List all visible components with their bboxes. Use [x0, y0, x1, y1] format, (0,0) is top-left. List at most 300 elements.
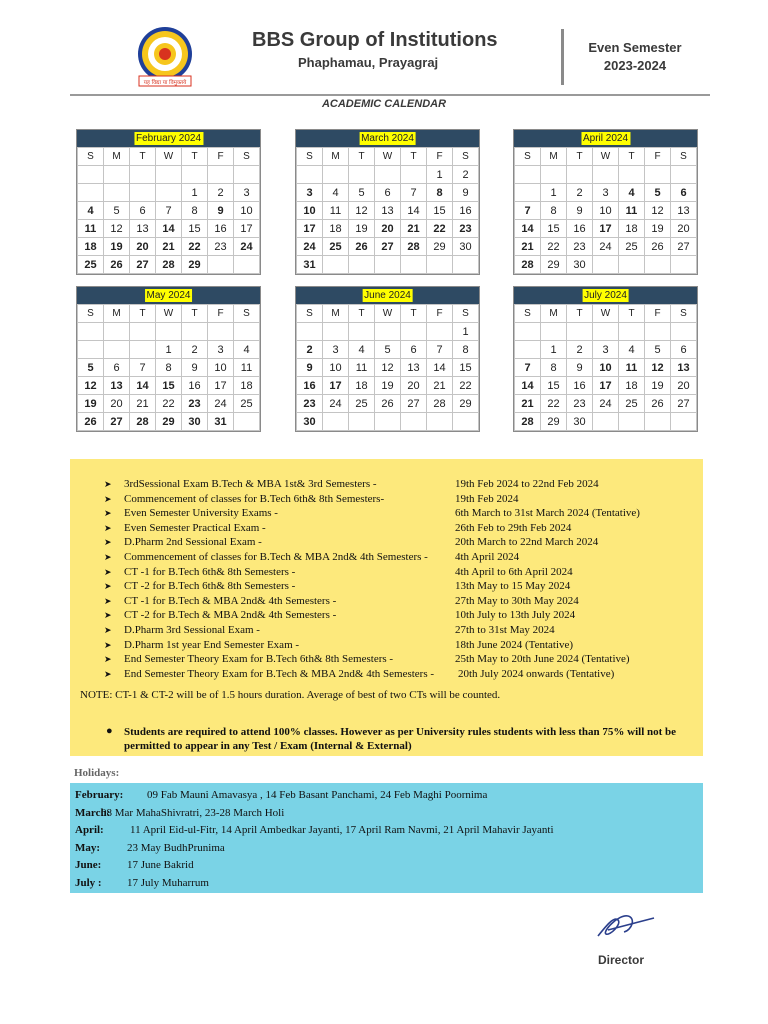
- event-date: 19th Feb 2024: [455, 492, 519, 505]
- day-cell: 8: [541, 202, 567, 220]
- day-cell: 30: [297, 413, 323, 431]
- day-cell: 15: [182, 220, 208, 238]
- month-header: [514, 130, 697, 147]
- day-cell: [541, 323, 567, 341]
- month-calendar: [295, 129, 480, 275]
- day-cell: 9: [297, 359, 323, 377]
- day-cell: [401, 166, 427, 184]
- day-cell: 10: [208, 359, 234, 377]
- header-rule: [70, 94, 710, 96]
- day-cell: [104, 184, 130, 202]
- day-cell: 21: [427, 377, 453, 395]
- weekday-label: S: [671, 148, 697, 166]
- day-cell: 20: [375, 220, 401, 238]
- day-cell: 18: [78, 238, 104, 256]
- day-cell: 9: [182, 359, 208, 377]
- day-cell: 26: [645, 238, 671, 256]
- day-cell: 2: [453, 166, 479, 184]
- arrow-bullet-icon: ➤: [104, 610, 112, 621]
- day-cell: [593, 166, 619, 184]
- event-name: D.Pharm 3rd Sessional Exam -: [124, 624, 260, 636]
- day-cell: 6: [130, 202, 156, 220]
- event-date: 10th July to 13th July 2024: [455, 609, 576, 622]
- institution-name: BBS Group of Institutions: [252, 29, 498, 51]
- day-cell: 23: [182, 395, 208, 413]
- month-calendar: [76, 129, 261, 275]
- weekday-label: S: [671, 305, 697, 323]
- weekday-label: S: [297, 305, 323, 323]
- day-cell: [375, 256, 401, 274]
- holidays-title: Holidays:: [74, 767, 120, 779]
- day-cell: 28: [515, 256, 541, 274]
- day-cell: 7: [401, 184, 427, 202]
- day-cell: [427, 256, 453, 274]
- event-name: D.Pharm 2nd Sessional Exam -: [124, 536, 262, 549]
- day-cell: 27: [671, 395, 697, 413]
- day-cell: 28: [515, 413, 541, 431]
- month-header: [296, 287, 479, 304]
- holiday-text: 17 July Muharrum: [127, 877, 209, 889]
- day-cell: 5: [645, 184, 671, 202]
- day-cell: 7: [156, 202, 182, 220]
- weekday-label: S: [453, 305, 479, 323]
- day-cell: 2: [182, 341, 208, 359]
- day-cell: 1: [453, 323, 479, 341]
- day-cell: [567, 166, 593, 184]
- day-cell: 14: [401, 202, 427, 220]
- weekday-label: W: [156, 148, 182, 166]
- day-cell: 8: [541, 359, 567, 377]
- weekday-label: W: [593, 305, 619, 323]
- holiday-row: [70, 821, 703, 839]
- day-cell: 13: [671, 202, 697, 220]
- day-cell: 4: [349, 341, 375, 359]
- event-date: 27th May to 30th May 2024: [455, 594, 579, 607]
- day-cell: 27: [375, 238, 401, 256]
- arrow-bullet-icon: ➤: [104, 537, 112, 548]
- day-cell: 8: [453, 341, 479, 359]
- day-cell: 18: [323, 220, 349, 238]
- weekday-label: M: [541, 148, 567, 166]
- event-date: 13th May to 15 May 2024: [455, 580, 571, 593]
- day-cell: [182, 323, 208, 341]
- day-cell: 1: [541, 184, 567, 202]
- day-cell: 30: [567, 256, 593, 274]
- day-cell: 19: [104, 238, 130, 256]
- event-name: CT -1 for B.Tech 6th& 8th Semesters -: [124, 565, 296, 578]
- event-name: Even Semester University Exams -: [124, 507, 278, 520]
- day-cell: 23: [567, 395, 593, 413]
- holiday-text: 08 Mar MahaShivratri, 23-28 March Holi: [101, 806, 285, 819]
- day-cell: [593, 256, 619, 274]
- day-cell: 14: [156, 220, 182, 238]
- day-cell: 1: [182, 184, 208, 202]
- day-cell: 14: [427, 359, 453, 377]
- day-cell: 11: [234, 359, 260, 377]
- arrow-bullet-icon: ➤: [104, 508, 112, 519]
- weekday-label: W: [593, 148, 619, 166]
- day-cell: 22: [182, 238, 208, 256]
- day-cell: 3: [593, 184, 619, 202]
- month-header: [296, 130, 479, 147]
- day-cell: [78, 184, 104, 202]
- event-date: 26th Feb to 29th Feb 2024: [455, 521, 572, 534]
- day-cell: 12: [78, 377, 104, 395]
- day-cell: 29: [182, 256, 208, 274]
- day-cell: 10: [593, 202, 619, 220]
- day-cell: 28: [427, 395, 453, 413]
- day-cell: 21: [156, 238, 182, 256]
- day-cell: [156, 184, 182, 202]
- day-cell: 10: [297, 202, 323, 220]
- holiday-row: [70, 804, 703, 822]
- day-cell: [375, 413, 401, 431]
- weekday-label: T: [567, 148, 593, 166]
- day-cell: [453, 256, 479, 274]
- day-cell: 6: [671, 184, 697, 202]
- day-cell: [427, 323, 453, 341]
- holiday-text: 09 Fab Mauni Amavasya , 14 Feb Basant Panchami, 24 Feb Maghi Poornima: [147, 789, 488, 801]
- day-cell: 10: [323, 359, 349, 377]
- holiday-month: February:: [75, 789, 124, 801]
- holiday-month: May:: [75, 841, 101, 854]
- day-cell: 7: [130, 359, 156, 377]
- day-cell: 25: [323, 238, 349, 256]
- event-date: 18th June 2024 (Tentative): [455, 638, 574, 651]
- day-cell: [453, 413, 479, 431]
- weekday-label: M: [104, 148, 130, 166]
- day-cell: [130, 184, 156, 202]
- day-cell: 18: [349, 377, 375, 395]
- day-cell: 16: [567, 377, 593, 395]
- month-name: June 2024: [364, 290, 411, 301]
- weekday-label: F: [427, 148, 453, 166]
- event-name: End Semester Theory Exam for B.Tech 6th& 8th Semesters -: [124, 653, 394, 666]
- day-cell: 24: [297, 238, 323, 256]
- month-header: [514, 287, 697, 304]
- day-cell: [671, 413, 697, 431]
- day-cell: 26: [375, 395, 401, 413]
- day-cell: [130, 341, 156, 359]
- day-cell: [234, 166, 260, 184]
- day-cell: 16: [297, 377, 323, 395]
- weekday-label: T: [567, 305, 593, 323]
- day-cell: 13: [375, 202, 401, 220]
- arrow-bullet-icon: ➤: [104, 668, 112, 679]
- day-cell: 20: [401, 377, 427, 395]
- day-cell: 1: [156, 341, 182, 359]
- event-name: CT -1 for B.Tech & MBA 2nd& 4th Semesters -: [124, 594, 337, 607]
- weekday-label: M: [104, 305, 130, 323]
- day-cell: 24: [208, 395, 234, 413]
- logo-motto: यह विद्या या विमुक्तये: [143, 80, 187, 86]
- weekday-label: F: [645, 148, 671, 166]
- day-cell: 19: [78, 395, 104, 413]
- day-cell: 17: [234, 220, 260, 238]
- institution-seal-icon: [133, 24, 197, 88]
- event-name: Commencement of classes for B.Tech & MBA 2nd& 4th Semesters -: [124, 551, 428, 563]
- day-cell: [130, 323, 156, 341]
- day-cell: 4: [619, 184, 645, 202]
- month-name: March 2024: [361, 133, 414, 144]
- day-cell: [156, 323, 182, 341]
- weekday-label: F: [427, 305, 453, 323]
- day-cell: [401, 256, 427, 274]
- event-name: End Semester Theory Exam for B.Tech & MBA 2nd& 4th Semesters -: [124, 667, 435, 680]
- day-cell: [234, 256, 260, 274]
- day-cell: [297, 166, 323, 184]
- day-cell: [104, 341, 130, 359]
- day-cell: 24: [234, 238, 260, 256]
- day-cell: 4: [323, 184, 349, 202]
- arrow-bullet-icon: ➤: [104, 522, 112, 533]
- day-cell: 12: [104, 220, 130, 238]
- event-name: D.Pharm 1st year End Semester Exam -: [124, 638, 300, 651]
- day-cell: 29: [427, 238, 453, 256]
- event-name: Commencement of classes for B.Tech 6th& 8th Semesters-: [124, 492, 385, 505]
- day-cell: 3: [297, 184, 323, 202]
- day-cell: 3: [323, 341, 349, 359]
- day-cell: [349, 256, 375, 274]
- arrow-bullet-icon: ➤: [104, 552, 112, 562]
- weekday-label: T: [619, 148, 645, 166]
- arrow-bullet-icon: ➤: [104, 654, 112, 665]
- day-cell: [234, 413, 260, 431]
- day-cell: 19: [645, 377, 671, 395]
- day-cell: 30: [182, 413, 208, 431]
- weekday-label: S: [234, 148, 260, 166]
- holiday-month: July :: [75, 877, 102, 889]
- event-date: 20th March to 22nd March 2024: [455, 536, 599, 549]
- month-calendar: [513, 129, 698, 275]
- day-cell: 14: [515, 220, 541, 238]
- day-cell: 21: [401, 220, 427, 238]
- day-cell: 18: [619, 377, 645, 395]
- holiday-row: [70, 839, 703, 857]
- day-cell: 9: [567, 359, 593, 377]
- day-cell: 22: [453, 377, 479, 395]
- bullet-icon: ●: [106, 725, 113, 737]
- day-cell: [297, 323, 323, 341]
- day-cell: 6: [375, 184, 401, 202]
- event-name: 3rdSessional Exam B.Tech & MBA 1st& 3rd Semesters -: [124, 478, 377, 490]
- day-cell: 24: [593, 395, 619, 413]
- day-cell: 5: [78, 359, 104, 377]
- event-date: 20th July 2024 onwards (Tentative): [458, 667, 615, 680]
- day-cell: 28: [130, 413, 156, 431]
- weekday-label: F: [208, 148, 234, 166]
- day-cell: [182, 166, 208, 184]
- day-cell: 10: [234, 202, 260, 220]
- day-cell: 12: [349, 202, 375, 220]
- event-date: 19th Feb 2024 to 22nd Feb 2024: [455, 478, 599, 490]
- month-calendar: [76, 286, 261, 432]
- event-name: CT -2 for B.Tech & MBA 2nd& 4th Semesters -: [124, 609, 337, 622]
- day-cell: 22: [541, 238, 567, 256]
- arrow-bullet-icon: ➤: [104, 625, 112, 635]
- day-cell: 27: [671, 238, 697, 256]
- day-cell: 17: [297, 220, 323, 238]
- weekday-label: M: [541, 305, 567, 323]
- day-cell: 19: [349, 220, 375, 238]
- month-name: February 2024: [135, 133, 202, 144]
- day-cell: [593, 413, 619, 431]
- day-cell: [645, 413, 671, 431]
- day-cell: 20: [671, 377, 697, 395]
- holiday-row: [70, 874, 703, 892]
- day-cell: [541, 166, 567, 184]
- holiday-month: March:: [75, 806, 111, 819]
- day-cell: 19: [375, 377, 401, 395]
- holiday-month: June:: [75, 859, 102, 872]
- day-cell: 3: [234, 184, 260, 202]
- day-cell: 23: [567, 238, 593, 256]
- weekday-label: T: [349, 305, 375, 323]
- day-cell: 15: [541, 220, 567, 238]
- event-date: 6th March to 31st March 2024 (Tentative): [455, 507, 640, 520]
- day-cell: 9: [208, 202, 234, 220]
- day-cell: [349, 166, 375, 184]
- weekday-label: S: [78, 148, 104, 166]
- arrow-bullet-icon: ➤: [104, 493, 112, 504]
- arrow-bullet-icon: ➤: [104, 566, 112, 577]
- day-cell: 1: [427, 166, 453, 184]
- weekday-label: T: [349, 148, 375, 166]
- day-cell: 1: [541, 341, 567, 359]
- day-cell: 8: [156, 359, 182, 377]
- day-cell: 15: [427, 202, 453, 220]
- signature-icon: [588, 906, 660, 946]
- day-cell: 17: [593, 377, 619, 395]
- ct-note: NOTE: CT-1 & CT-2 will be of 1.5 hours duration. Average of best of two CTs will be counted.: [80, 689, 501, 701]
- day-cell: 4: [234, 341, 260, 359]
- weekday-label: S: [453, 148, 479, 166]
- day-cell: [78, 341, 104, 359]
- day-cell: 18: [619, 220, 645, 238]
- day-cell: 25: [619, 238, 645, 256]
- day-cell: 15: [541, 377, 567, 395]
- day-cell: [619, 413, 645, 431]
- day-cell: [619, 323, 645, 341]
- day-cell: 16: [453, 202, 479, 220]
- day-cell: 12: [645, 359, 671, 377]
- day-cell: 16: [182, 377, 208, 395]
- day-cell: 30: [567, 413, 593, 431]
- day-cell: 16: [567, 220, 593, 238]
- day-cell: [515, 166, 541, 184]
- day-cell: 22: [427, 220, 453, 238]
- day-cell: 25: [234, 395, 260, 413]
- day-cell: 15: [453, 359, 479, 377]
- day-cell: 4: [619, 341, 645, 359]
- weekday-label: W: [375, 148, 401, 166]
- day-cell: [567, 323, 593, 341]
- weekday-label: F: [208, 305, 234, 323]
- event-name: Even Semester Practical Exam -: [124, 521, 266, 534]
- day-cell: [156, 166, 182, 184]
- day-cell: 24: [593, 238, 619, 256]
- day-cell: [78, 323, 104, 341]
- day-cell: 26: [645, 395, 671, 413]
- director-label: Director: [598, 953, 645, 967]
- day-cell: 30: [453, 238, 479, 256]
- day-cell: 23: [297, 395, 323, 413]
- day-cell: 2: [567, 184, 593, 202]
- weekday-label: S: [234, 305, 260, 323]
- day-cell: [645, 323, 671, 341]
- event-date: 25th May to 20th June 2024 (Tentative): [455, 653, 630, 666]
- day-cell: 20: [104, 395, 130, 413]
- day-cell: 5: [104, 202, 130, 220]
- day-cell: 7: [427, 341, 453, 359]
- day-cell: 26: [78, 413, 104, 431]
- weekday-label: S: [515, 148, 541, 166]
- day-cell: 11: [78, 220, 104, 238]
- day-cell: 20: [130, 238, 156, 256]
- day-cell: [515, 184, 541, 202]
- day-cell: [104, 323, 130, 341]
- day-cell: 23: [208, 238, 234, 256]
- day-cell: 26: [104, 256, 130, 274]
- weekday-label: T: [401, 305, 427, 323]
- day-cell: 13: [130, 220, 156, 238]
- holiday-row: [70, 786, 703, 804]
- day-cell: 10: [593, 359, 619, 377]
- day-cell: [208, 256, 234, 274]
- month-name: July 2024: [584, 290, 627, 301]
- day-cell: 27: [401, 395, 427, 413]
- day-cell: [645, 256, 671, 274]
- event-date: 4th April to 6th April 2024: [455, 565, 573, 578]
- day-cell: [78, 166, 104, 184]
- day-cell: 12: [375, 359, 401, 377]
- day-cell: 28: [401, 238, 427, 256]
- day-cell: 29: [541, 256, 567, 274]
- weekday-label: S: [297, 148, 323, 166]
- weekday-label: T: [619, 305, 645, 323]
- day-cell: 13: [401, 359, 427, 377]
- page-header: [0, 0, 768, 110]
- day-cell: 21: [515, 395, 541, 413]
- day-cell: [323, 166, 349, 184]
- day-cell: [401, 323, 427, 341]
- event-date: 27th to 31st May 2024: [455, 624, 555, 636]
- holiday-text: 11 April Eid-ul-Fitr, 14 April Ambedkar Jayanti, 17 April Ram Navmi, 21 April Mahavir Jayanti: [130, 824, 554, 837]
- day-cell: 25: [78, 256, 104, 274]
- holiday-month: April:: [75, 824, 104, 837]
- day-cell: [427, 413, 453, 431]
- day-cell: 8: [182, 202, 208, 220]
- day-cell: 22: [541, 395, 567, 413]
- day-cell: 8: [427, 184, 453, 202]
- day-cell: 23: [453, 220, 479, 238]
- weekday-label: W: [156, 305, 182, 323]
- day-cell: 21: [130, 395, 156, 413]
- weekday-label: M: [323, 305, 349, 323]
- day-cell: 25: [349, 395, 375, 413]
- arrow-bullet-icon: ➤: [104, 639, 112, 650]
- weekday-label: T: [182, 148, 208, 166]
- month-calendar: [295, 286, 480, 432]
- day-cell: 24: [323, 395, 349, 413]
- day-cell: 12: [645, 202, 671, 220]
- day-cell: 2: [567, 341, 593, 359]
- day-cell: 18: [234, 377, 260, 395]
- day-cell: [401, 413, 427, 431]
- day-cell: 31: [297, 256, 323, 274]
- day-cell: 17: [593, 220, 619, 238]
- day-cell: [104, 166, 130, 184]
